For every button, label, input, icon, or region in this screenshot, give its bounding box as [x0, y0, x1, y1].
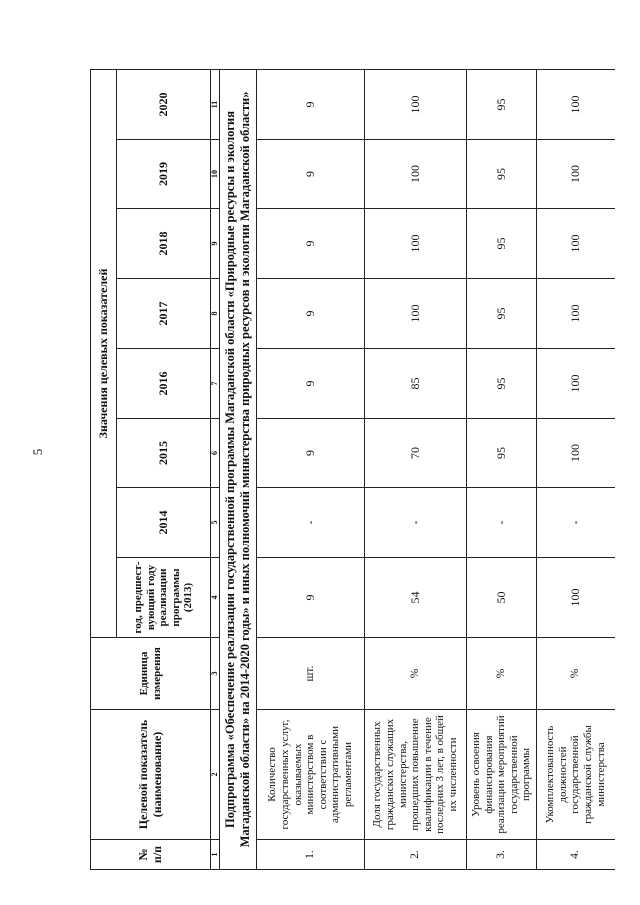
unit-cell: %: [467, 638, 537, 710]
year-value: 100: [537, 419, 615, 488]
year-value: 9: [257, 279, 365, 349]
row-number: 3.: [467, 840, 537, 870]
header-year: 2018: [117, 209, 211, 279]
header-year: 2020: [117, 69, 211, 139]
header-base-year: год, предшест-вующий году реализации программы (2013): [117, 558, 211, 638]
year-value: 9: [257, 349, 365, 419]
year-value: 9: [257, 209, 365, 279]
column-number: 3: [211, 638, 220, 710]
table-row: [467, 69, 537, 869]
header-indicator-name: Целевой показатель (наименование): [91, 710, 211, 840]
header-unit: Единица измерения: [91, 638, 211, 710]
year-value: -: [537, 488, 615, 558]
column-number: 5: [211, 488, 220, 558]
base-value: 50: [467, 558, 537, 638]
subprogram-title: Подпрограмма «Обеспечение реализации государственной программы Магаданской области «Природные ресурсы и экология Магаданской области» на 2014-2020 годы» и иных полномочий министерства природных ресурсов и экологии Магаданской области»: [220, 69, 257, 869]
indicator-name: Доля государственных гражданских служащих министерства, прошедших повышение квалификации в течение последних 3 лет, в общей их численности: [365, 710, 467, 840]
column-number: 7: [211, 349, 220, 419]
header-year: 2014: [117, 488, 211, 558]
header-year: 2015: [117, 419, 211, 488]
year-value: 100: [365, 69, 467, 139]
indicator-name: Уровень освоения финансирования реализации мероприятий государственной программы: [467, 710, 537, 840]
indicator-name: Укомплектованность должностей государственной гражданской службы министерства: [537, 710, 615, 840]
column-number: 11: [211, 69, 220, 139]
indicator-name: Количество государственных услуг, оказываемых министерством в соответствии с административными регламентами: [257, 710, 365, 840]
row-number: 2.: [365, 840, 467, 870]
column-number: 2: [211, 710, 220, 840]
year-value: 100: [537, 69, 615, 139]
year-value: 100: [537, 209, 615, 279]
year-value: 100: [365, 209, 467, 279]
column-number: 10: [211, 140, 220, 209]
year-value: 100: [537, 349, 615, 419]
header-values-group: Значения целевых показателей: [91, 69, 117, 637]
target-indicators-table: [90, 69, 615, 870]
year-value: 85: [365, 349, 467, 419]
header-number: № п/п: [91, 840, 211, 870]
year-value: 95: [467, 69, 537, 139]
header-year: 2019: [117, 140, 211, 209]
year-value: -: [365, 488, 467, 558]
year-value: 100: [365, 279, 467, 349]
header-year: 2017: [117, 279, 211, 349]
year-value: 100: [537, 140, 615, 209]
table-row: [257, 69, 365, 869]
year-value: 100: [537, 279, 615, 349]
year-value: -: [257, 488, 365, 558]
column-number: 4: [211, 558, 220, 638]
column-number: 8: [211, 279, 220, 349]
year-value: 95: [467, 419, 537, 488]
year-value: 95: [467, 209, 537, 279]
year-value: 95: [467, 349, 537, 419]
year-value: -: [467, 488, 537, 558]
column-number: 1: [211, 840, 220, 870]
unit-cell: %: [537, 638, 615, 710]
rotated-table-container: [90, 70, 607, 870]
base-value: 54: [365, 558, 467, 638]
header-year: 2016: [117, 349, 211, 419]
table-row: [537, 69, 615, 869]
column-number: 6: [211, 419, 220, 488]
table-row: [365, 69, 467, 869]
unit-cell: шт.: [257, 638, 365, 710]
row-number: 1.: [257, 840, 365, 870]
year-value: 9: [257, 69, 365, 139]
year-value: 95: [467, 140, 537, 209]
year-value: 9: [257, 419, 365, 488]
column-number: 9: [211, 209, 220, 279]
row-number: 4.: [537, 840, 615, 870]
year-value: 100: [365, 140, 467, 209]
year-value: 9: [257, 140, 365, 209]
base-value: 100: [537, 558, 615, 638]
page-number: 5: [30, 448, 45, 456]
base-value: 9: [257, 558, 365, 638]
year-value: 70: [365, 419, 467, 488]
unit-cell: %: [365, 638, 467, 710]
year-value: 95: [467, 279, 537, 349]
